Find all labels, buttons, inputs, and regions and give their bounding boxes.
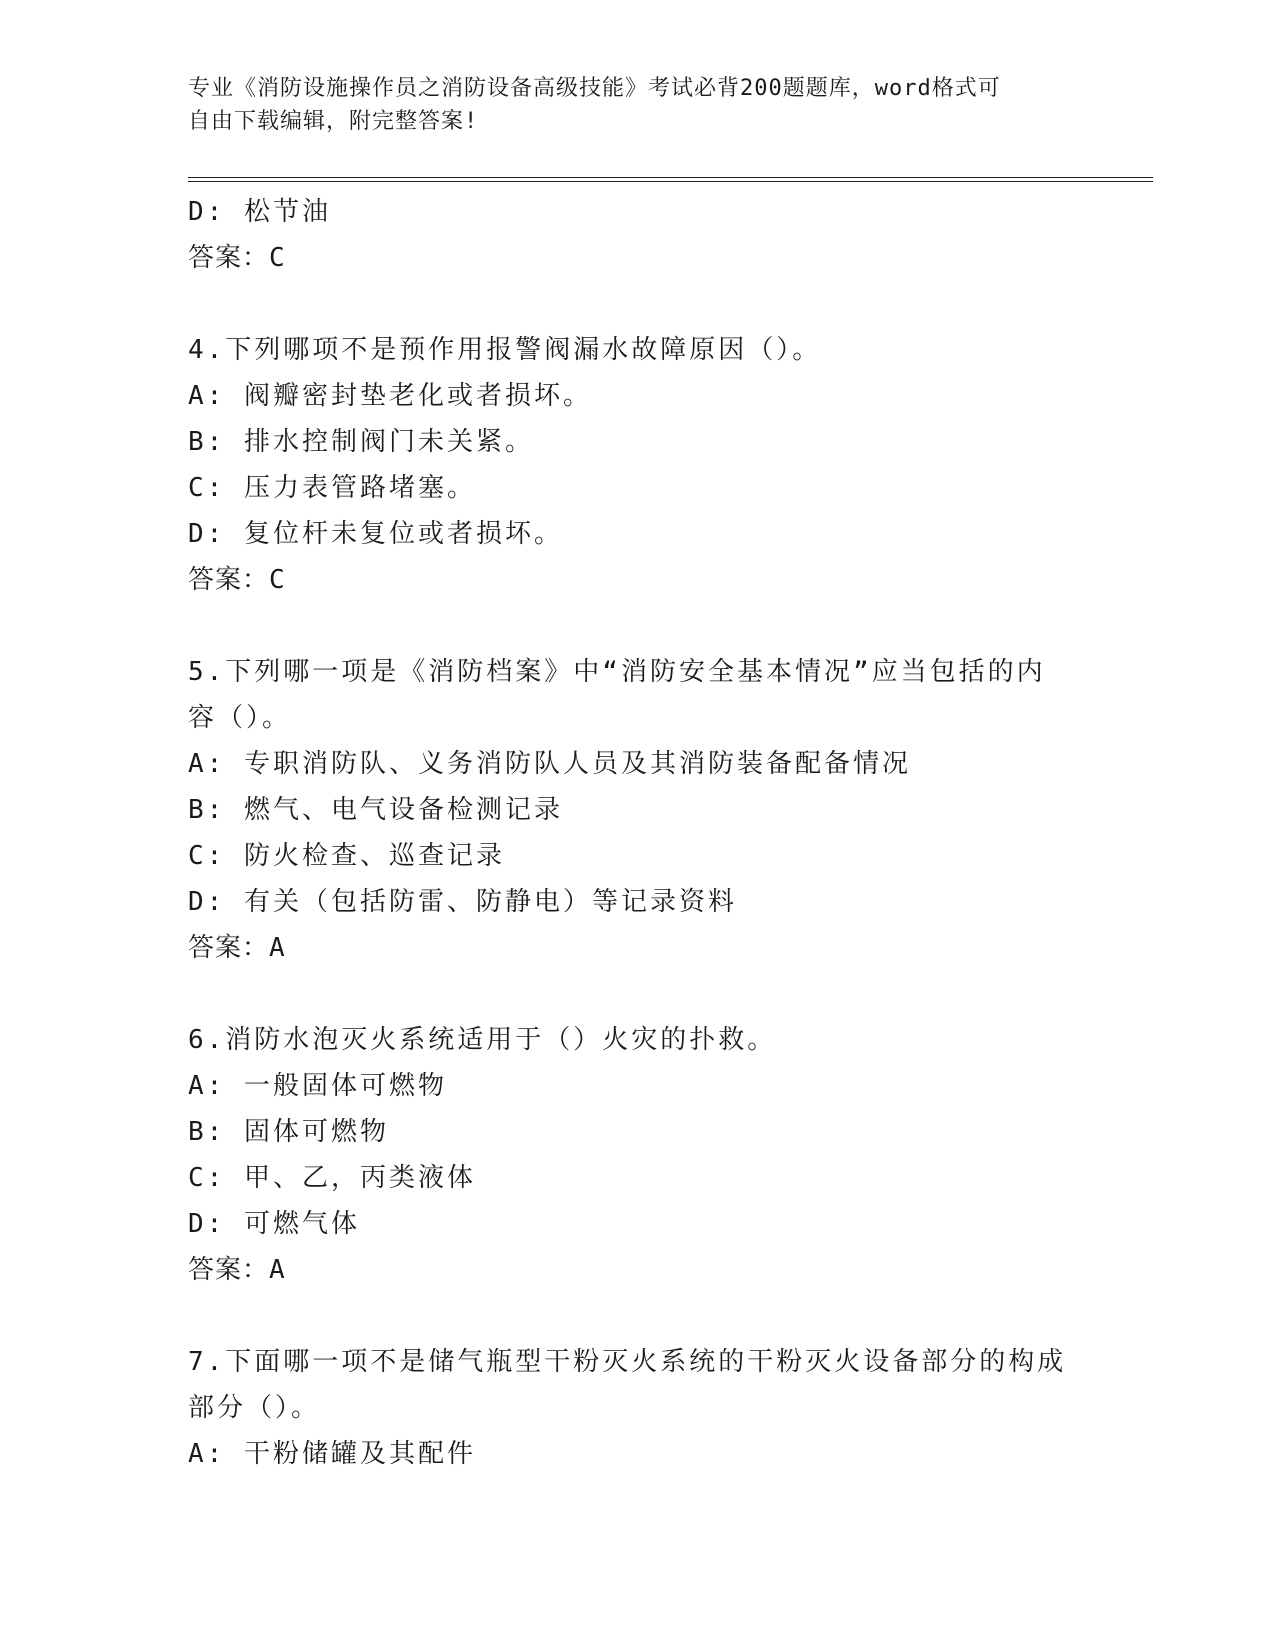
answer-line — [188, 925, 1088, 971]
answer-label: 答案： — [188, 933, 270, 963]
answer-option: C: 压力表管路堵塞。 — [188, 473, 476, 503]
question-text: 部分（）。 — [188, 1393, 321, 1423]
spacer — [188, 281, 1088, 327]
answer-option: A: 干粉储罐及其配件 — [188, 1439, 476, 1469]
question-text: 4.下列哪项不是预作用报警阀漏水故障原因（）。 — [188, 335, 822, 365]
answer-option: C: 甲、乙，丙类液体 — [188, 1163, 476, 1193]
answer-line — [188, 557, 1088, 603]
answer-option: C: 防火检查、巡查记录 — [188, 841, 505, 871]
answer-line — [188, 235, 1088, 281]
answer-option: D: 复位杆未复位或者损坏。 — [188, 519, 563, 549]
page-header — [188, 72, 1068, 138]
answer-option: A: 阀瓣密封垫老化或者损坏。 — [188, 381, 592, 411]
answer-value: C — [269, 565, 286, 595]
question-list — [188, 189, 1088, 1477]
spacer — [188, 971, 1088, 1017]
question-text: 5.下列哪一项是《消防档案》中“消防安全基本情况”应当包括的内 — [188, 657, 1046, 687]
question-text: 6.消防水泡灭火系统适用于（）火灾的扑救。 — [188, 1025, 777, 1055]
header-line-2: 自由下载编辑，附完整答案! — [188, 109, 479, 134]
answer-line — [188, 1247, 1088, 1293]
answer-label: 答案： — [188, 565, 270, 595]
answer-label: 答案： — [188, 243, 270, 273]
spacer — [188, 603, 1088, 649]
answer-value: A — [269, 1255, 286, 1285]
answer-option: B: 固体可燃物 — [188, 1117, 389, 1147]
answer-value: C — [269, 243, 286, 273]
answer-option: D: 松节油 — [188, 197, 331, 227]
spacer — [188, 1293, 1088, 1339]
answer-value: A — [269, 933, 286, 963]
header-divider — [188, 177, 1153, 182]
answer-option: B: 燃气、电气设备检测记录 — [188, 795, 563, 825]
answer-option: A: 专职消防队、义务消防队人员及其消防装备配备情况 — [188, 749, 911, 779]
answer-option: A: 一般固体可燃物 — [188, 1071, 447, 1101]
question-text: 容（）。 — [188, 703, 292, 733]
answer-option: D: 有关（包括防雷、防静电）等记录资料 — [188, 887, 737, 917]
header-line-1: 专业《消防设施操作员之消防设备高级技能》考试必背200题题库，word格式可 — [188, 76, 1001, 101]
answer-label: 答案： — [188, 1255, 270, 1285]
question-text: 7.下面哪一项不是储气瓶型干粉灭火系统的干粉灭火设备部分的构成 — [188, 1347, 1067, 1377]
answer-option: B: 排水控制阀门未关紧。 — [188, 427, 534, 457]
answer-option: D: 可燃气体 — [188, 1209, 360, 1239]
